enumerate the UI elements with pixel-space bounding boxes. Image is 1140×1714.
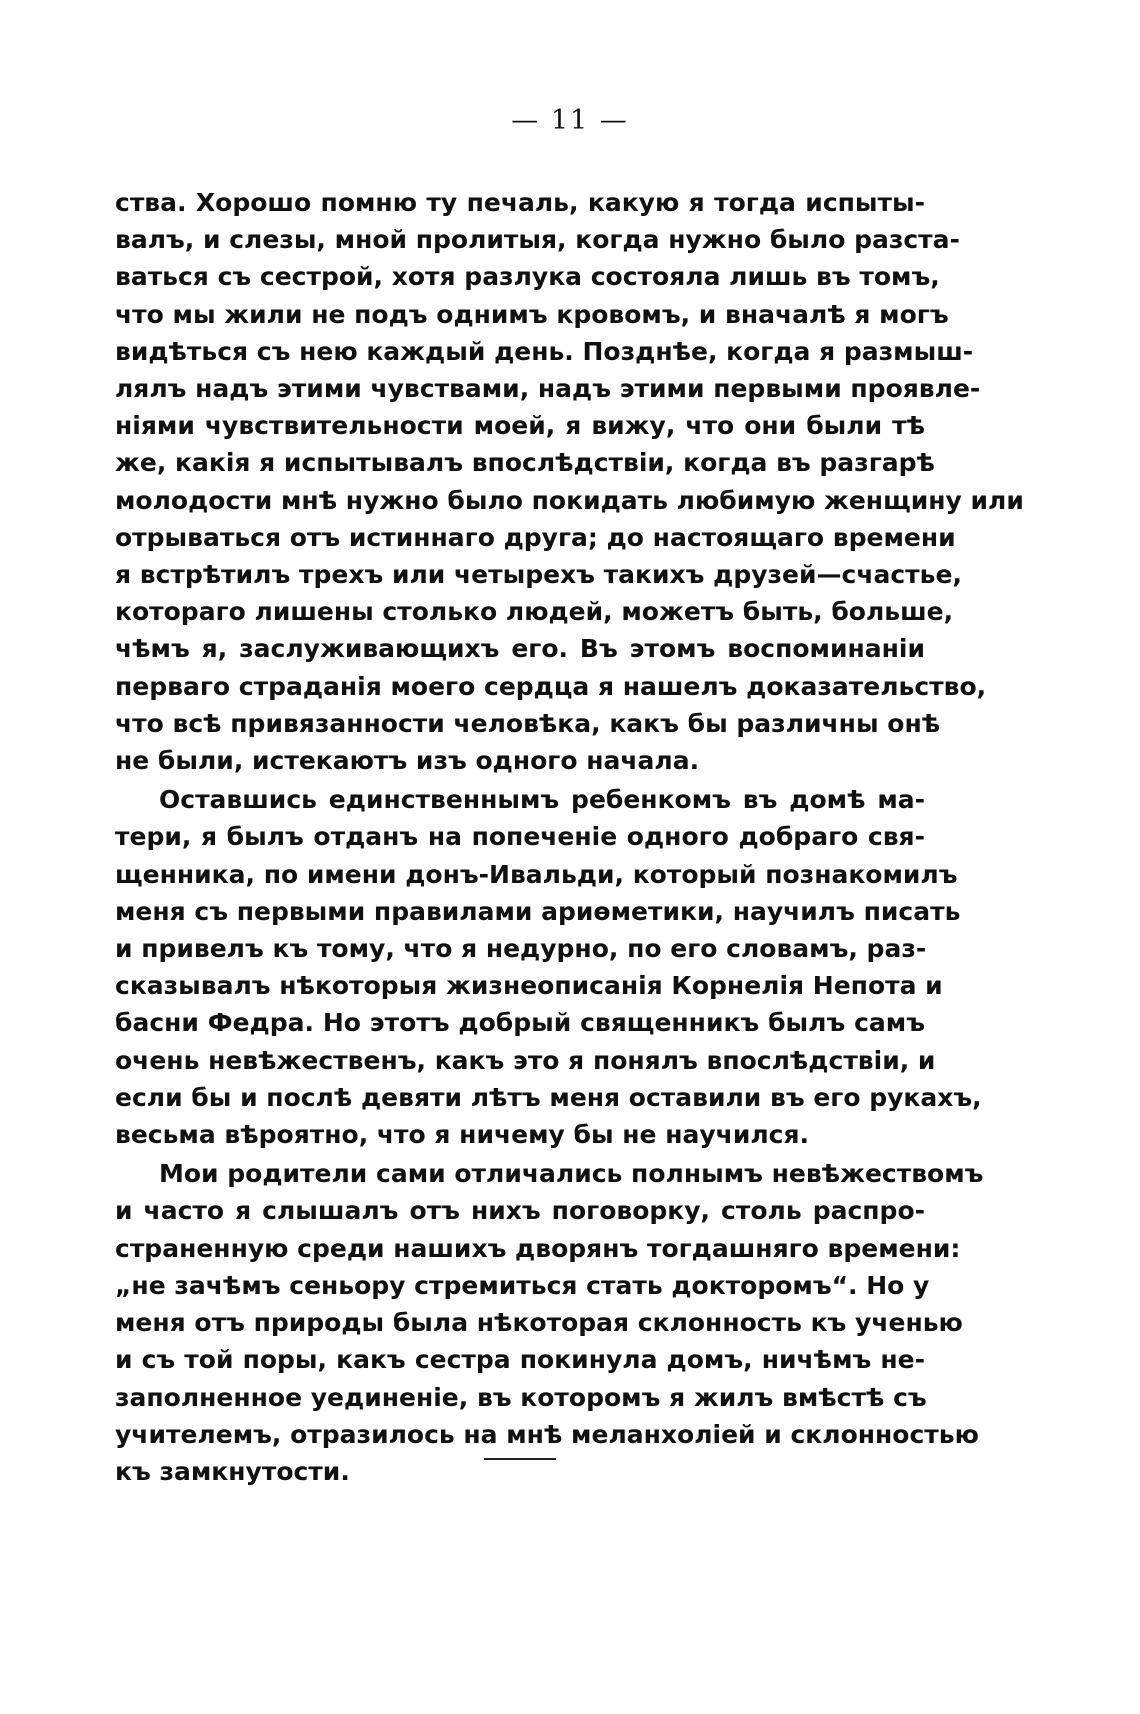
text-line: и съ той поры, какъ сестра покинула домъ, ничѣмъ не- — [115, 1345, 925, 1375]
text-line: видѣться съ нею каждый день. Позднѣе, когда я размыш- — [115, 336, 974, 366]
text-line: и привелъ къ тому, что я недурно, по его словамъ, раз- — [115, 934, 927, 964]
text-line: чѣмъ я, заслуживающихъ его. Въ этомъ воспоминаніи — [115, 634, 925, 664]
text-line: ніями чувствительности моей, я вижу, что они были тѣ — [115, 411, 925, 441]
text-line: басни Федра. Но этотъ добрый священникъ былъ самъ — [115, 1008, 925, 1038]
text-line: что всѣ привязанности человѣка, какъ бы различны онѣ — [115, 708, 941, 738]
text-line: учителемъ, отразилось на мнѣ меланхоліей и склонностью — [115, 1419, 979, 1449]
text-line: сказывалъ нѣкоторыя жизнеописанія Корнелія Непота и — [115, 971, 943, 1001]
text-line: лялъ надъ этими чувствами, надъ этими первыми проявле- — [115, 374, 981, 404]
text-line: не были, истекаютъ изъ одного начала. — [115, 746, 700, 776]
text-line: ства. Хорошо помню ту печаль, какую я тогда испыты- — [115, 188, 925, 217]
body-text — [115, 184, 1024, 1492]
text-line: молодости мнѣ нужно было покидать любимую женщину или — [115, 485, 1024, 515]
text-line: „не зачѣмъ сеньору стремиться стать докторомъ“. Но у — [115, 1270, 930, 1300]
text-line: очень невѣжественъ, какъ это я понялъ впослѣдствіи, и — [115, 1045, 936, 1075]
text-line: весьма вѣроятно, что я ничему бы не научился. — [115, 1120, 810, 1150]
text-line: меня съ первыми правилами ариѳметики, научилъ писать — [115, 896, 961, 926]
paragraph-2 — [115, 781, 982, 1153]
text-line: же, какія я испытывалъ впослѣдствіи, когда въ разгарѣ — [115, 448, 935, 478]
text-line: Оставшись единственнымъ ребенкомъ въ домѣ ма- — [159, 785, 925, 815]
text-line: щенника, по имени донъ-Ивальди, который познакомилъ — [115, 859, 958, 889]
text-line: что мы жили не подъ однимъ кровомъ, и вначалѣ я могъ — [115, 299, 949, 329]
paragraph-1 — [115, 184, 1024, 779]
text-line: къ замкнутости. — [115, 1456, 350, 1486]
text-line: если бы и послѣ девяти лѣтъ меня оставили въ его рукахъ, — [115, 1082, 982, 1112]
text-line: валъ, и слезы, мной пролитыя, когда нужно было разста- — [115, 225, 960, 255]
text-line: отрываться отъ истиннаго друга; до настоящаго времени — [115, 522, 956, 552]
text-line: перваго страданія моего сердца я нашелъ доказательство, — [115, 671, 987, 701]
end-rule-divider — [484, 1458, 556, 1460]
page-number: — 11 — — [511, 105, 629, 136]
paragraph-3 — [115, 1155, 984, 1490]
text-line: я встрѣтилъ трехъ или четырехъ такихъ друзей—счастье, — [115, 560, 962, 590]
text-line: тери, я былъ отданъ на попеченіе одного добраго свя- — [115, 822, 925, 852]
text-line: заполненное уединеніе, въ которомъ я жилъ вмѣстѣ съ — [115, 1382, 927, 1412]
text-line: и часто я слышалъ отъ нихъ поговорку, столь распро- — [115, 1196, 925, 1226]
text-line: меня отъ природы была нѣкоторая склонность къ ученью — [115, 1308, 963, 1338]
text-line: котораго лишены столько людей, можетъ быть, больше, — [115, 597, 954, 627]
text-line: ваться съ сестрой, хотя разлука состояла лишь въ томъ, — [115, 262, 940, 292]
text-line: страненную среди нашихъ дворянъ тогдашняго времени: — [115, 1233, 961, 1263]
text-line: Мои родители сами отличались полнымъ невѣжествомъ — [159, 1159, 984, 1189]
